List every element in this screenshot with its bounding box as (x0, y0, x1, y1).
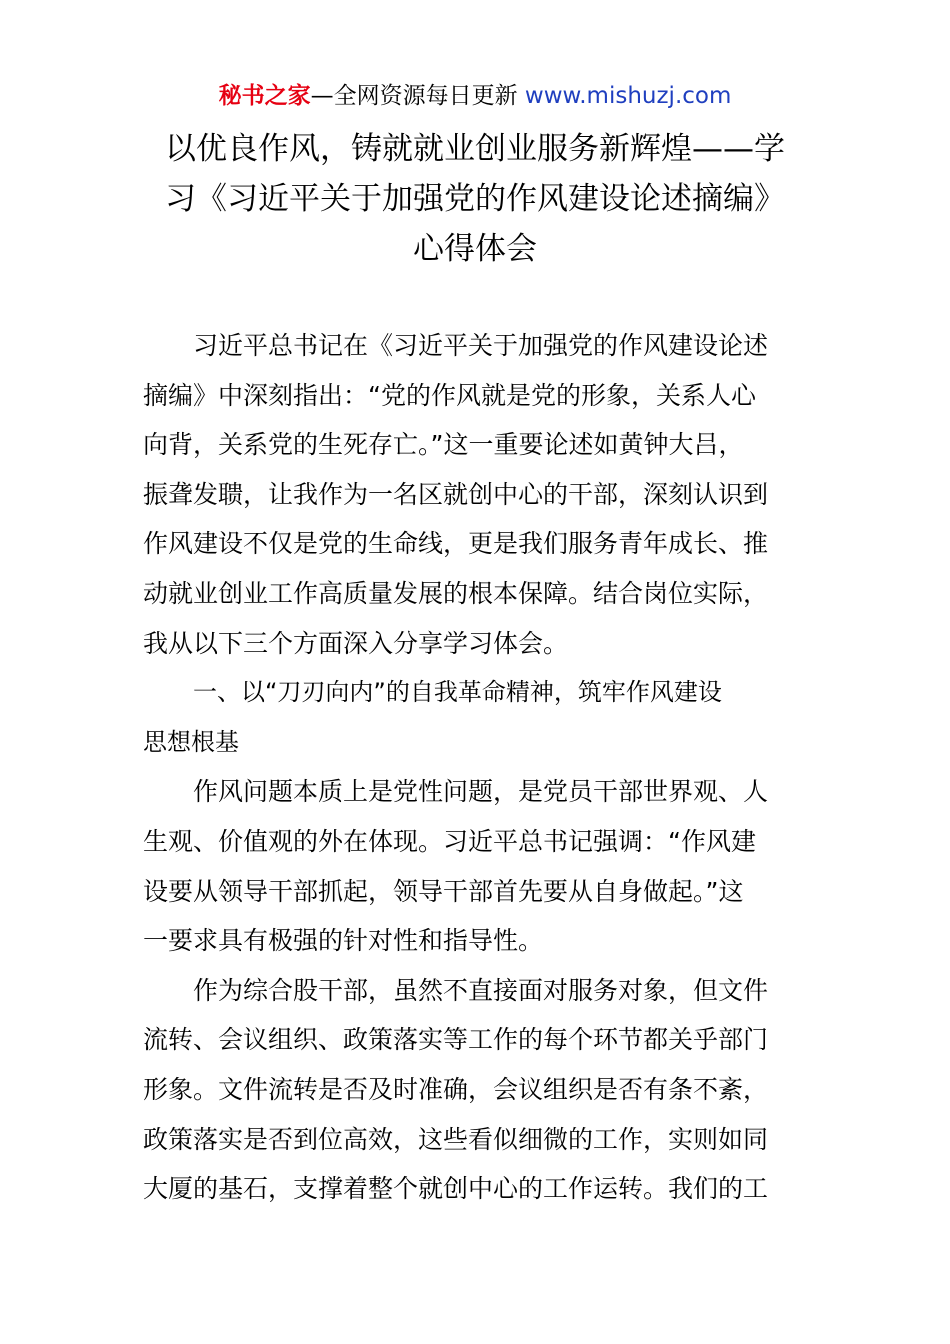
paragraph-line: 动就业创业工作高质量发展的根本保障。结合岗位实际， (143, 578, 769, 608)
paragraph-line: 形象。文件流转是否及时准确，会议组织是否有条不紊， (143, 1074, 769, 1104)
paragraph-line: 一要求具有极强的针对性和指导性。 (143, 926, 544, 956)
title-line: 以优良作风，铸就就业创业服务新辉煌——学 (165, 131, 785, 167)
paragraph-line: 作风问题本质上是党性问题，是党员干部世界观、人 (193, 777, 769, 807)
title-line: 习《习近平关于加强党的作风建设论述摘编》 (165, 181, 785, 217)
document-title (140, 124, 810, 274)
watermark-header (0, 80, 950, 112)
watermark-url[interactable]: www.mishuzj.com (524, 83, 732, 109)
paragraph-line: 向背，关系党的生死存亡。”这一重要论述如黄钟大吕， (143, 430, 744, 460)
body-paragraph (143, 767, 793, 965)
paragraph-line: 政策落实是否到位高效，这些看似细微的工作，实则如同 (143, 1124, 769, 1154)
document-body (143, 321, 793, 1214)
heading-line: 一、以“刀刃向内”的自我革命精神，筑牢作风建设 (193, 678, 722, 707)
paragraph-line: 作风建设不仅是党的生命线，更是我们服务青年成长、推 (143, 529, 769, 559)
paragraph-line: 作为综合股干部，虽然不直接面对服务对象，但文件 (193, 975, 769, 1005)
paragraph-line: 生观、价值观的外在体现。习近平总书记强调：“作风建 (143, 826, 756, 856)
watermark-brand: 秘书之家 (218, 83, 311, 109)
paragraph-line: 大厦的基石，支撑着整个就创中心的工作运转。我们的工 (143, 1174, 769, 1204)
body-paragraph (143, 966, 793, 1214)
paragraph-line: 摘编》中深刻指出：“党的作风就是党的形象，关系人心 (143, 380, 756, 410)
paragraph-line: 我从以下三个方面深入分享学习体会。 (143, 628, 569, 658)
paragraph-line: 振聋发聩，让我作为一名区就创中心的干部，深刻认识到 (143, 479, 769, 509)
intro-paragraph (143, 321, 793, 668)
title-line: 心得体会 (413, 231, 537, 267)
paragraph-line: 习近平总书记在《习近平关于加强党的作风建设论述 (193, 331, 769, 360)
paragraph-line: 流转、会议组织、政策落实等工作的每个环节都关乎部门 (143, 1025, 769, 1055)
watermark-slogan: —全网资源每日更新 (310, 83, 525, 109)
section-heading (143, 668, 793, 767)
heading-line: 思想根基 (143, 727, 239, 756)
paragraph-line: 设要从领导干部抓起，领导干部首先要从自身做起。”这 (143, 876, 744, 906)
